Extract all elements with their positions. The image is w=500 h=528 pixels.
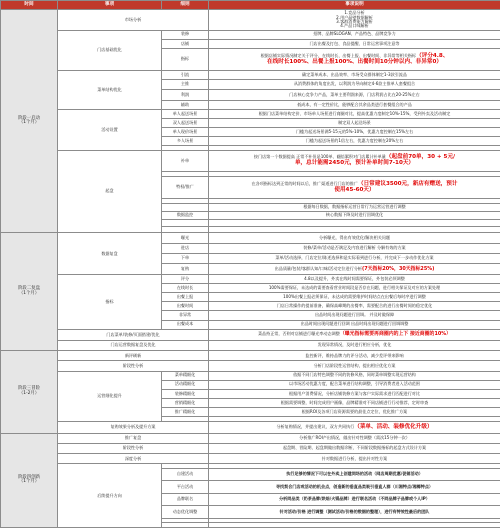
p1-market-item: 市场分析 (58, 10, 209, 31)
p1-market-desc (209, 10, 500, 31)
p1-main-desc: 从消费群体的角度出发，以利润为导向制定4-6款主推单人套餐组合 (209, 80, 500, 89)
p1-index-detail: 指标 (162, 48, 209, 71)
p3-promo-desc: 根据ROI及各项门店资源需要的最佳点定位，优化推广方案 (209, 407, 500, 416)
p1-subsidy-desc-normal: 按门店第一个数据提高 正常不补但是100单、翻倍累积对门店累计补单量 (253, 154, 386, 160)
p1-index-desc-red1: （评分4.8、 (416, 52, 449, 59)
p1-activity-item: 活动设置 (58, 109, 162, 150)
p1-ops-detail (162, 203, 209, 211)
p2-exposure-detail: 曝光 (162, 233, 209, 243)
p3-marketing-desc: 根据需要调整，时间完成用户画像，品牌精准对不同店铺进行行动推荐，定时审查 (209, 398, 500, 407)
p4-dynamic-desc: 针对活动/价格 进行调整（测试活动/价格的数据的整理），进行有特效性最后的团队 (209, 506, 500, 518)
phase-4-duration: （1个月） (18, 479, 40, 485)
p1-single-mall-desc: 门槛为起送场景满5-15元的5%-10%，优惠力度控制在15%左右 (209, 128, 500, 137)
p2-order-detail: 下单 (162, 253, 209, 263)
p1-single-detail: 单人起送场景 (162, 109, 209, 118)
p2-report-detail: 出餐上报 (162, 293, 209, 302)
p2-time-desc: 门店日常操作的提前准备，确保高峰期的出餐率，需要配合的进行出餐时间的稳定优化 (209, 302, 500, 311)
header-time: 时间 (1, 1, 58, 10)
p2-exposure-desc: 分析曝光，得出有效优化/解决相关问题 (209, 233, 500, 243)
header-row (1, 1, 500, 10)
p3-marketing-detail: 营销精细化 (162, 398, 209, 407)
p1-assist-detail: 辅助 (162, 100, 209, 109)
p1-subsidy-desc-red2: 单，总计能需2450元，预计补单时间7-10天） (294, 159, 415, 166)
phase-1-name: 阶段一启动 (18, 115, 40, 121)
p1-traffic-desc: 确定菜单成本、出品效率、市场受众群体制定1-3款引流品 (209, 71, 500, 80)
phase-1-cell (1, 10, 58, 233)
p1-data-detail: 数据监控 (162, 211, 209, 219)
p1-promo-detail: 特权/推广 (162, 176, 209, 199)
p3-repurchase-desc-normal: 分析复购情况，并提出建议，双方共同执行 (276, 423, 355, 429)
p1-market-line-4: 4.产品口味解析 (340, 23, 369, 29)
p4-self-act-detail: 自建活动 (162, 468, 209, 480)
p1-subsidy-desc-red1: （起盘前70单，30 + 5元/ (385, 154, 456, 161)
p3-repurchase-desc-red: （菜单、活动、装修优化升级） (354, 423, 433, 430)
p1-promo-desc-normal: 在各项指标达到正常的时间以后，推广渠道进行门店的推广 (251, 180, 358, 186)
p1-subsidy-desc (209, 150, 500, 172)
p1-expo-item: 起盘 (58, 150, 162, 233)
phase-2-cell (1, 233, 58, 351)
p2-abnormal-desc: 出品时间出现问题进行回调。 并及时做保障 (209, 311, 500, 320)
p2-visit-detail: 进店 (162, 243, 209, 253)
p1-promo-desc (209, 176, 500, 199)
p1-expo-spacer-3-detail (162, 219, 209, 226)
p4-brand-desc: 分析同品类（奶茶品牌/烘焙/火锅品牌）进行联名活动（不同品牌子品牌或个人IP） (209, 493, 500, 505)
p2-store-data-desc: 发现异常情况，及时进行相应分析，优化 (209, 340, 500, 350)
p2-repurchase-desc-red: (7天指标20%，30天指标25%) (362, 265, 435, 272)
p2-order-desc: 菜单/活动选择，门店定位/陈述选择和是实际看到进行分析，并完成下一步动作优化方案 (209, 253, 500, 263)
p1-market-line-3: 3.客群消费能力解析 (336, 18, 373, 24)
p2-time-detail: 出餐时间 (162, 302, 209, 311)
p2-indicator-item: 指标 (58, 275, 162, 329)
p2-abnormal-detail: 非异常 (162, 311, 209, 320)
p1-index-desc-red2: 在线时长100%、出餐上报100%、出餐时间10分钟以内、非异常0） (267, 58, 442, 65)
phase-4-cell (1, 433, 58, 527)
p1-promo-desc-red2: 使用45-60天） (334, 186, 375, 193)
p4-later-spacer-3-desc (209, 523, 500, 528)
p4-dynamic-detail: 动态优化调整 (162, 506, 209, 518)
header-item: 事项 (58, 1, 162, 10)
phase-2-name: 阶段二复盘 (18, 286, 40, 292)
phase-2-duration: （1个月） (18, 290, 40, 296)
p1-decor-detail: 装修 (162, 30, 209, 39)
p2-rating-desc: 4.8以及提升，外卖在线时间需要保证，外包装必须调整 (209, 275, 500, 284)
p4-later-item: 后续提升方向 (58, 464, 162, 528)
header-desc: 事项说明 (209, 1, 500, 10)
p1-expo-spacer-4-desc (209, 226, 500, 233)
p2-review-item: 数据复盘 (58, 233, 162, 275)
p2-repurchase-desc-normal: 出品质量/包装/客群认知/口味/活动定位进行分析 (274, 265, 363, 271)
p1-profit-desc: 门店核心竞争力产品，菜单主要利润来源，门店利润占比在20-25%左右 (209, 89, 500, 100)
p2-report-desc: 100%出餐上报必须保证，未达成的需要维护时间结点在出餐后每时序进行调整 (209, 293, 500, 302)
p1-shop-detail: 店铺 (162, 39, 209, 48)
p4-self-act-desc: 执行足够的情况下可以在外卖上创建同场的活动（网店周期优惠/促销活动） (209, 468, 500, 480)
p3-menu-detail: 菜单精细化 (162, 371, 209, 380)
p1-assist-desc: 低成本，有一定性价比，能够配合其余品类进行套餐组合的产品 (209, 100, 500, 109)
p3-promo-detail: 推广精细化 (162, 407, 209, 416)
phase-3-name: 阶段三冒险 (18, 386, 40, 392)
p4-later-spacer-3-detail (162, 523, 209, 528)
p1-multi-detail: 多人场景 (162, 137, 209, 146)
p1-index-desc (209, 48, 500, 71)
p1-promo-desc-red1: （日常建议3500元，新店有赠送，预计 (357, 180, 458, 187)
p1-main-detail: 主推 (162, 80, 209, 89)
p3-analysis-desc: 分析门店阶段性运营结构，提出相应优化方案 (209, 361, 500, 371)
p2-store-menu-item: 门店菜单/装修/页面搭建/优化 (58, 329, 209, 340)
p4-promo-desc: 分析推广ROI产出情况，做出针对性调整（需次15分钟一次） (209, 433, 500, 443)
p3-menu-desc: 依据不同门店特色调整不同的装修风格，同时菜单调整实现运营结构 (209, 371, 500, 380)
p1-data-desc: 核心数据下降及时进行回调优化 (209, 211, 500, 219)
phase-1-duration: （1个月） (18, 120, 40, 126)
p2-rating-detail: 评分 (162, 275, 209, 284)
p3-ops-item: 运营细化提升 (58, 371, 162, 422)
p4-platform-act-desc: 寻找契合门店或活动的机会点，创造新的垂直品类吸引垂直人群（川湘特点/湘椰特点） (209, 481, 500, 493)
p1-menu-item: 菜单结构优化 (58, 71, 162, 110)
p3-decor-desc: 根据用户消费情况，分析店铺装修方案与客户实际需求进行匹配进行对比 (209, 389, 500, 398)
p4-deep-item: 深度分析 (58, 454, 209, 464)
p3-repurchase-item: 复购效果分析及提升方案 (58, 422, 209, 433)
p1-market-line-1: 1.竞品分析 (344, 10, 365, 16)
p2-store-data-item: 门店运营数据复盘及优化 (58, 340, 209, 350)
header-detail: 细则 (162, 1, 209, 10)
p4-deep-desc: 针对数据进行分析，提出针对性方案 (209, 454, 500, 464)
phase-3-cell (1, 351, 58, 434)
p4-analysis-desc: 起盘期、冒险期、起盘期做出数据诊断，不同阶段数据指标的起盘方式设计方案 (209, 443, 500, 453)
p1-single-desc: 根据门店菜单结构定价、市场单人场景进行商圈对比，提高优惠力度制定10%-15%，受到外卖及活动制定 (209, 109, 500, 118)
p3-analysis-item: 阶段性分析 (58, 361, 209, 371)
p1-traffic-detail: 引流 (162, 71, 209, 80)
p1-decor-desc: 招牌、品牌SLOGAN、产品特色、品牌竞争力 (209, 30, 500, 39)
p1-multi-desc: 门槛为起送场景的1倍左右，优惠力度控制在20%左右 (209, 137, 500, 146)
p2-store-menu-desc-red: （曝光指标需要再商圈内的上下 接近商圈的10%） (339, 331, 452, 338)
p1-double-desc: 制定双人起送场景 (209, 118, 500, 127)
p3-act-desc: 以市场活动优惠力度，配合菜单进行结构调整，引导消费者进入活动范围 (209, 380, 500, 389)
p4-platform-act-detail: 平台活动 (162, 481, 209, 493)
p1-subsidy-detail: 补单 (162, 150, 209, 172)
p2-online-desc: 100%需要保证，未达成的需要查看营业时间段是否存在问题，进行相关保证及对应的方案处理 (209, 284, 500, 293)
p2-cost-detail: 出餐成本 (162, 320, 209, 329)
phase-3-duration: （1-2月） (18, 390, 40, 396)
p3-decor-detail: 装修精细化 (162, 389, 209, 398)
p4-analysis-item: 阶段性分析 (58, 443, 209, 453)
p4-promo-item: 推广复盘 (58, 433, 209, 443)
p1-index-desc-normal: 根据店铺实际情况制定关于评分，在线时长、出餐上报、出餐时间、非异常等相关指标 (260, 52, 417, 58)
p4-brand-detail: 品牌联名 (162, 493, 209, 505)
p1-ops-desc: 根据每日数据，数据指标运营日常行为运营运营进行调整 (209, 203, 500, 211)
p1-shop-desc: 门店出餐及打包、食品提醒、日常运营事项注意等 (209, 39, 500, 48)
p1-market-line-2: 2.用户晶壁数据解析 (336, 14, 373, 20)
p2-repurchase-desc (209, 263, 500, 274)
p1-single-mall-detail: 单人现价场景 (162, 128, 209, 137)
p2-repurchase-detail: 复购 (162, 263, 209, 274)
p3-repurchase-desc (209, 422, 500, 433)
p2-cost-desc: 出品时间出现问题进行回调 出品时间出现问题进行回调调整 (209, 320, 500, 329)
p3-act-detail: 活动精细化 (162, 380, 209, 389)
p1-double-detail: 双人起送场景 (162, 118, 209, 127)
p3-new-list-desc: 监控新评，维持品牌力的评分活动，减少差评带来影响 (209, 351, 500, 361)
p2-visit-desc: 装修/菜单/活动是否满足及内容进行解析 分解有效的方案 (209, 243, 500, 253)
p2-store-menu-desc-normal: 菜品持正常，否则对店铺进行曝光率动态调整 (257, 331, 340, 337)
p1-profit-detail: 利润 (162, 89, 209, 100)
p1-expo-spacer-3-desc (209, 219, 500, 226)
p2-online-detail: 在线时长 (162, 284, 209, 293)
p1-store-item: 门店基础优化 (58, 30, 162, 71)
p3-new-list-item: 新评刷新 (58, 351, 209, 361)
p2-store-menu-desc (209, 329, 500, 340)
p1-expo-spacer-4-detail (162, 226, 209, 233)
phase-4-name: 阶段四创新 (18, 474, 40, 480)
